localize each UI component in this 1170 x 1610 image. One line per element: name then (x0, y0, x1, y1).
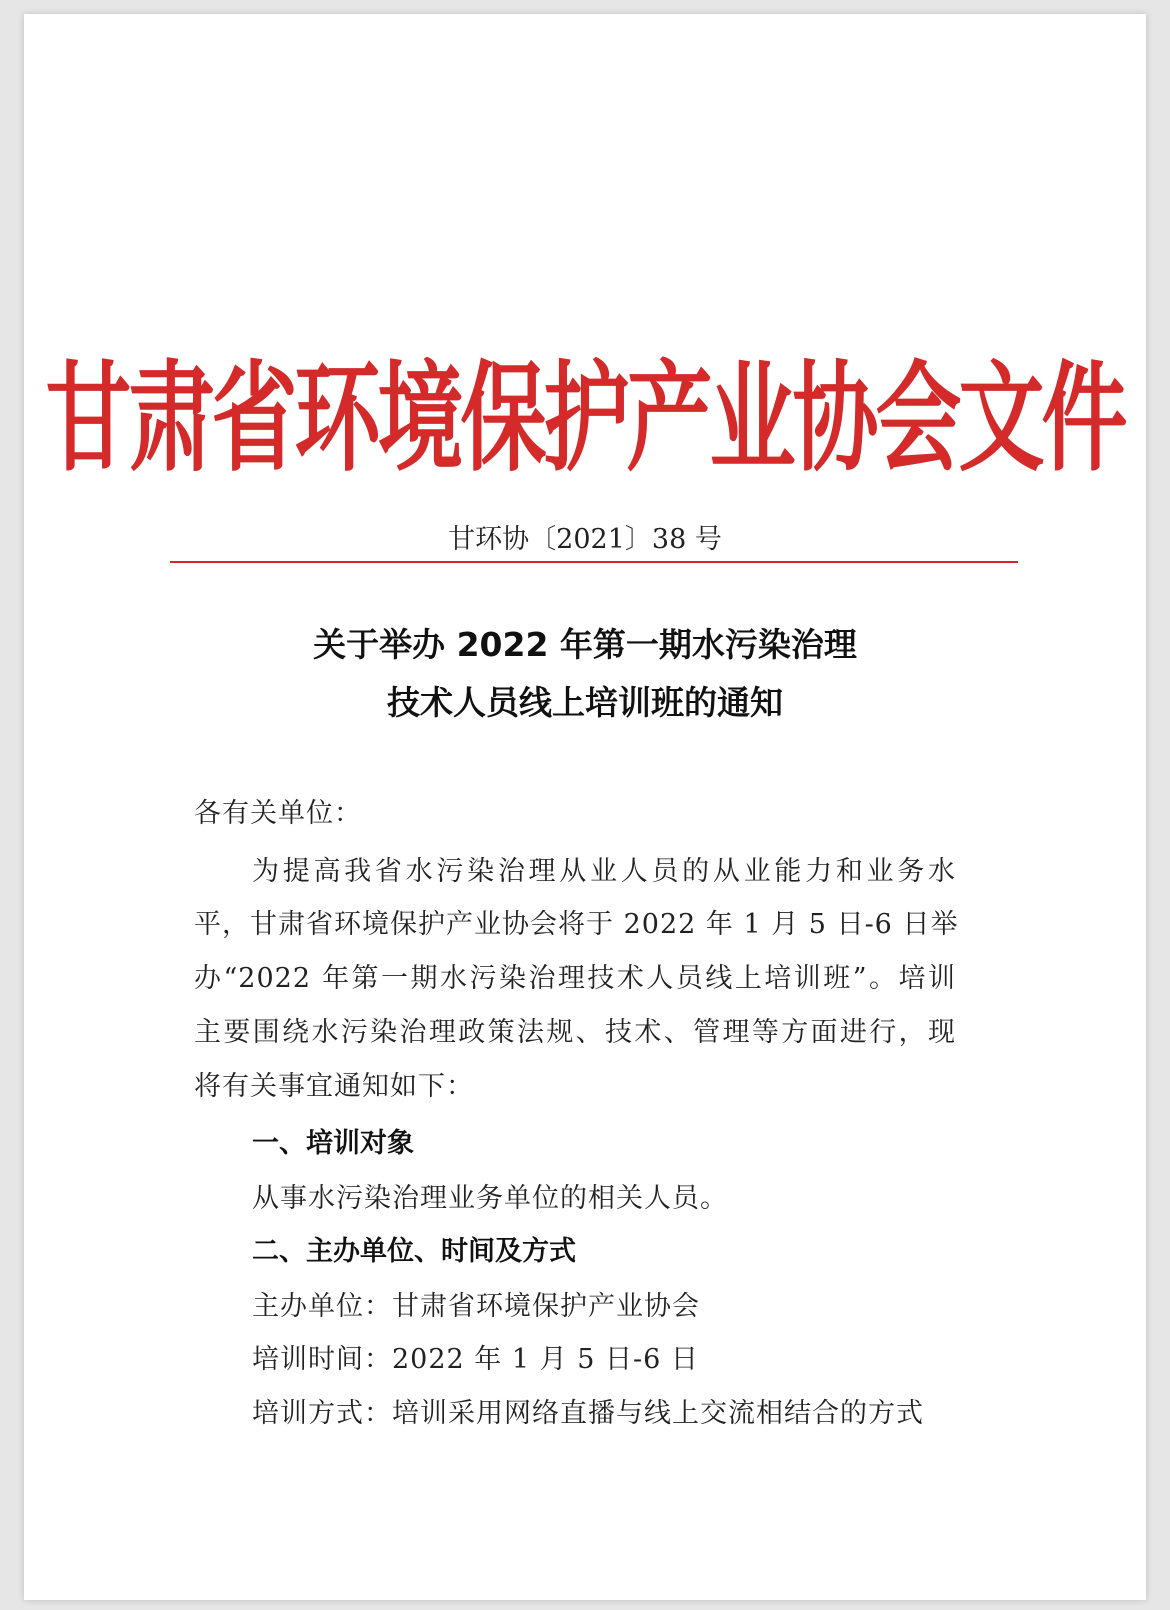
intro-line-3: 办“2022 年第一期水污染治理技术人员线上培训班”。培训 (194, 963, 956, 994)
document-page (24, 14, 1146, 1600)
intro-line-5: 将有关事宜通知如下： (194, 1071, 474, 1102)
intro-line-1: 为提高我省水污染治理从业人员的从业能力和业务水 (252, 856, 956, 887)
document-number: 甘环协〔2021〕38 号 (448, 524, 722, 555)
intro-line-4: 主要围绕水污染治理政策法规、技术、管理等方面进行，现 (194, 1017, 956, 1048)
intro-line-2: 平，甘肃省环境保护产业协会将于 2022 年 1 月 5 日-6 日举 (194, 909, 959, 940)
org-header-title: 甘肃省环境保护产业协会文件 (45, 350, 1125, 489)
training-method-line: 培训方式：培训采用网络直播与线上交流相结合的方式 (252, 1398, 924, 1429)
red-divider (170, 561, 1018, 563)
section-2-heading: 二、主办单位、时间及方式 (252, 1236, 576, 1267)
notice-title-line-1: 关于举办 2022 年第一期水污染治理 (313, 625, 857, 664)
organizer-line: 主办单位：甘肃省环境保护产业协会 (252, 1291, 700, 1322)
training-time-line: 培训时间：2022 年 1 月 5 日-6 日 (252, 1344, 699, 1375)
section-1-text: 从事水污染治理业务单位的相关人员。 (252, 1183, 728, 1214)
salutation: 各有关单位： (194, 798, 362, 829)
notice-title-line-2: 技术人员线上培训班的通知 (387, 683, 783, 722)
section-1-heading: 一、培训对象 (252, 1128, 414, 1159)
